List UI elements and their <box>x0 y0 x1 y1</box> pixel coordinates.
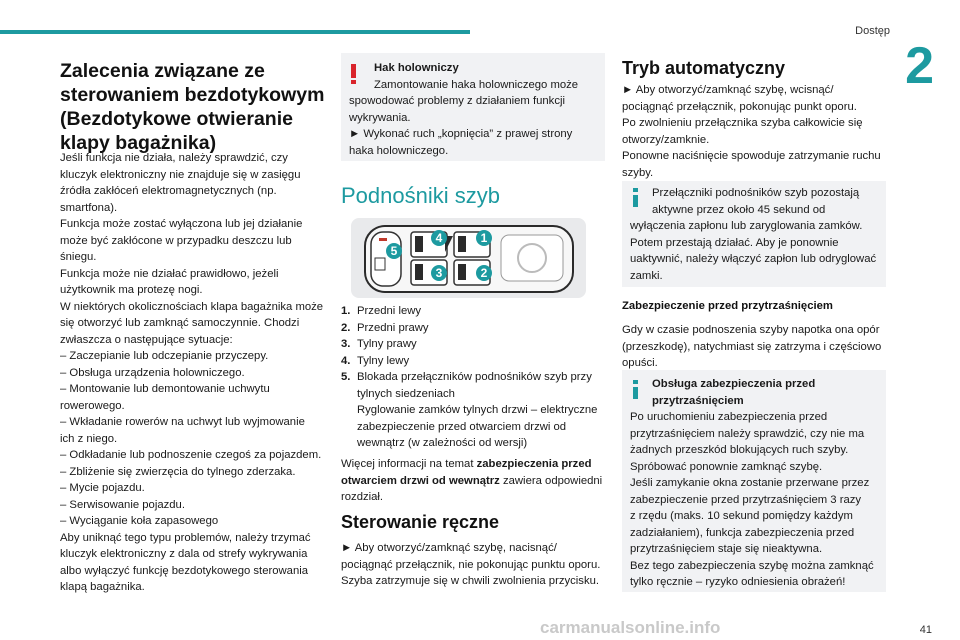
badge-label: 5 <box>390 244 398 258</box>
badge-label: 1 <box>480 231 488 245</box>
body-line: – Zaczepianie lub odczepianie przyczepy. <box>60 350 269 362</box>
body-line: śniegu. <box>60 251 97 263</box>
info-line: Bez tego zabezpieczenia szybę można zamknąć <box>630 559 874 572</box>
badge-label: 2 <box>480 266 488 280</box>
header-accent-bar <box>0 30 470 34</box>
page-number: 41 <box>919 624 932 636</box>
title-line: sterowaniem bezdotykowym <box>60 84 325 106</box>
badge-5 <box>386 243 402 259</box>
title-line: klapy bagażnika) <box>60 132 217 154</box>
chapter-number: 2 <box>905 37 934 95</box>
warning-note <box>341 53 605 161</box>
more-info-plain: zawiera odpowiedni <box>499 474 603 487</box>
pinch-line: Gdy w czasie podnoszenia szyby napotka ona opór <box>622 324 880 336</box>
legend-num: 4. <box>341 354 351 367</box>
warning-header <box>374 60 578 93</box>
info-line: Jeśli zamykanie okna zostanie przerwane przez <box>630 477 870 489</box>
info-line: Po uruchomieniu zabezpieczenia przed <box>630 411 828 423</box>
body-line: – Zbliżenie się zwierzęcia do tylnego zderzaka. <box>60 465 296 478</box>
body-line: rowerowego. <box>60 399 125 412</box>
body-line: kluczyk elektroniczny nie znajduje się w zasięgu <box>60 168 301 181</box>
more-info-line: rozdział. <box>341 491 384 503</box>
body-line: W niektórych okolicznościach klapa bagażnika może <box>60 300 324 313</box>
info-line: uaktywnić, należy włączyć zapłon lub odryglować <box>630 253 877 265</box>
section-label: Dostęp <box>855 25 890 37</box>
legend-num: 5. <box>341 371 351 383</box>
body-line: – Montowanie lub demontowanie uchwytu <box>60 383 270 395</box>
legend-continuation: tylnych siedzeniach <box>357 387 455 400</box>
more-info-line <box>341 473 605 490</box>
pinch-line: (przeszkodę), natychmiast się zatrzyma i częściowo <box>622 340 882 353</box>
legend-continuation: zabezpieczenie przed otwarciem drzwi od <box>357 420 567 433</box>
info-title-line: Obsługa zabezpieczenia przed <box>652 378 816 390</box>
auto-line: pociągnąć przełącznik, pokonując punkt oporu. <box>622 100 857 113</box>
legend-item <box>341 369 605 386</box>
body-line: – Wkładanie rowerów na uchwyt lub wyjmowanie <box>60 416 305 428</box>
legend-item <box>341 320 605 337</box>
badge-label: 4 <box>435 231 443 245</box>
auto-line: szyby. <box>622 166 654 179</box>
body-line: Funkcja może nie działać prawidłowo, jeżeli <box>60 267 279 280</box>
auto-line: Ponowne naciśnięcie spowoduje zatrzymanie ruchu <box>622 150 881 162</box>
body-line: się otworzyć lub zamknąć samoczynnie. Chodzi <box>60 317 300 329</box>
body-line: – Obsługa urządzenia holowniczego. <box>60 366 245 379</box>
body-line: – Wyciąganie koła zapasowego <box>60 515 219 527</box>
body-line: może być zakłócone w przypadku deszczu lub <box>60 234 292 247</box>
badge-1 <box>476 230 492 246</box>
legend-continuation: wewnątrz (w zależności od wersji) <box>357 437 528 449</box>
body-line: Funkcja może zostać wyłączona lub jej działanie <box>60 218 303 230</box>
figure-legend <box>341 303 605 452</box>
badge-label: 3 <box>435 266 443 280</box>
body-line: – Mycie pojazdu. <box>60 482 145 494</box>
body-line: kluczyk elektroniczny z dala od strefy wykrywania <box>60 548 308 560</box>
info-line: aktywne przez około 45 sekund od <box>652 203 826 216</box>
more-info-text <box>341 456 605 506</box>
window-icon <box>458 264 466 280</box>
warning-line: haka holowniczego. <box>349 144 449 157</box>
manual-line: ► Aby otworzyć/zamknąć szybę, nacisnąć/ <box>341 542 557 554</box>
page-title <box>60 59 330 155</box>
col1-body-text <box>60 150 335 596</box>
legend-text: Tylny prawy <box>357 338 417 350</box>
body-line: – Serwisowanie pojazdu. <box>60 498 185 511</box>
info-line: tylko ręcznie – ryzyko odniesienia obrażeń! <box>630 576 846 588</box>
legend-text: Przedni prawy <box>357 321 429 334</box>
info-title-line: przytrzaśnięciem <box>652 394 744 407</box>
info-body <box>630 409 874 591</box>
legend-num: 3. <box>341 338 351 350</box>
subsection-pinch-protection: Zabezpieczenie przed przytrzaśnięciem <box>622 300 833 312</box>
body-line: Jeśli funkcja nie działa, należy sprawdzić, czy <box>60 152 288 164</box>
mirror-control <box>501 235 563 281</box>
info-line: z rzędu (maks. 10 sekund pomiędzy każdym <box>630 510 853 522</box>
info-note-pinch <box>622 370 886 592</box>
more-info-line <box>341 456 605 473</box>
legend-num: 2. <box>341 321 351 334</box>
warning-line: Zamontowanie haka holowniczego może <box>374 78 579 91</box>
info-note-switches <box>622 181 886 287</box>
more-info-link: otwarciem drzwi od wewnątrz <box>341 474 500 487</box>
pinch-text <box>622 322 886 372</box>
warning-icon-dot <box>351 80 356 84</box>
body-line: źródła zakłóceń elektromagnetycznych (np. <box>60 185 277 197</box>
info-line: Przełączniki podnośników szyb pozostają <box>652 187 860 199</box>
auto-line: otworzy/zamknie. <box>622 133 710 146</box>
manual-line: Szyba zatrzymuje się w chwili zwolnienia przycisku. <box>341 575 600 587</box>
auto-text <box>622 82 886 181</box>
info-line: żadnych przeszkód blokujących ruch szyby. <box>630 444 849 456</box>
info-title <box>652 376 815 409</box>
info-text <box>652 185 859 218</box>
body-line: – Odkładanie lub podnoszenie czegoś za pojazdem. <box>60 449 322 461</box>
section-title-manual: Sterowanie ręczne <box>341 512 500 532</box>
lock-led <box>379 238 387 241</box>
warning-line: wykrywania. <box>349 111 411 124</box>
info-line: zadziałaniem), funkcja zabezpieczenia przed <box>630 526 855 539</box>
legend-text: Tylny lewy <box>357 354 410 367</box>
window-icon <box>415 264 423 280</box>
title-line: (Bezdotykowe otwieranie <box>60 108 293 130</box>
section-title-window-lifts: Podnośniki szyb <box>341 183 500 208</box>
warning-icon <box>351 64 356 78</box>
body-line: Aby uniknąć tego typu problemów, należy trzymać <box>60 531 311 544</box>
warning-title: Hak holowniczy <box>374 62 459 74</box>
manual-line: pociągnąć przełącznik, nie pokonując punktu oporu. <box>341 558 601 571</box>
pinch-line: opuści. <box>622 357 658 369</box>
info-line: wyłączenia zapłonu lub zaryglowania zamków. <box>630 220 863 232</box>
legend-item <box>341 303 605 320</box>
auto-line: ► Aby otworzyć/zamknąć szybę, wcisnąć/ <box>622 84 834 96</box>
info-line: przytrzaśnięciem należy sprawdzić, czy nie ma <box>630 427 865 440</box>
auto-line: Po zwolnieniu przełącznika szyba całkowicie się <box>622 117 863 129</box>
legend-item <box>341 336 605 353</box>
body-line: użytkownik ma protezę nogi. <box>60 284 203 296</box>
body-line: smartfona). <box>60 201 118 214</box>
info-line: Potem przestają działać. Aby je ponownie <box>630 236 839 249</box>
info-icon-dot <box>633 380 638 384</box>
section-title-auto: Tryb automatyczny <box>622 58 786 78</box>
body-line: zwłaszcza o następujące sytuacje: <box>60 333 233 346</box>
badge-2 <box>476 265 492 281</box>
info-text <box>630 218 876 284</box>
more-info-link: zabezpieczenia przed <box>476 458 592 470</box>
warning-body <box>349 93 572 159</box>
legend-text: Przedni lewy <box>357 305 422 317</box>
badge-3 <box>431 265 447 281</box>
info-icon-dot <box>633 188 638 192</box>
info-icon <box>633 387 638 399</box>
window-icon <box>458 236 466 252</box>
info-line: przytrzaśnięciem staje się nieaktywna. <box>630 543 823 555</box>
body-line: ich z niego. <box>60 432 118 445</box>
more-info-plain: Więcej informacji na temat <box>341 458 477 470</box>
body-line: klapą bagażnika. <box>60 581 145 593</box>
legend-text: Blokada przełączników podnośników szyb przy <box>357 371 592 383</box>
badge-4 <box>431 230 447 246</box>
info-line: Spróbować ponownie zamknąć szybę. <box>630 460 823 473</box>
warning-line: spowodować problemy z działaniem funkcji <box>349 95 565 107</box>
info-icon <box>633 195 638 207</box>
body-line: albo wyłączyć funkcję bezdotykowego sterowania <box>60 564 309 577</box>
legend-item <box>341 353 605 370</box>
window-switch-figure <box>351 218 586 298</box>
watermark: carmanualsonline.info <box>540 618 721 637</box>
legend-num: 1. <box>341 305 351 317</box>
manual-text <box>341 540 605 590</box>
info-line: zabezpieczenie przed przytrzaśnięciem 3 razy <box>630 493 862 506</box>
title-line: Zalecenia związane ze <box>60 60 265 82</box>
legend-continuation: Ryglowanie zamków tylnych drzwi – elektryczne <box>357 404 598 416</box>
warning-line: ► Wykonać ruch „kopnięcia” z prawej strony <box>349 128 573 140</box>
info-line: zamki. <box>630 269 663 282</box>
